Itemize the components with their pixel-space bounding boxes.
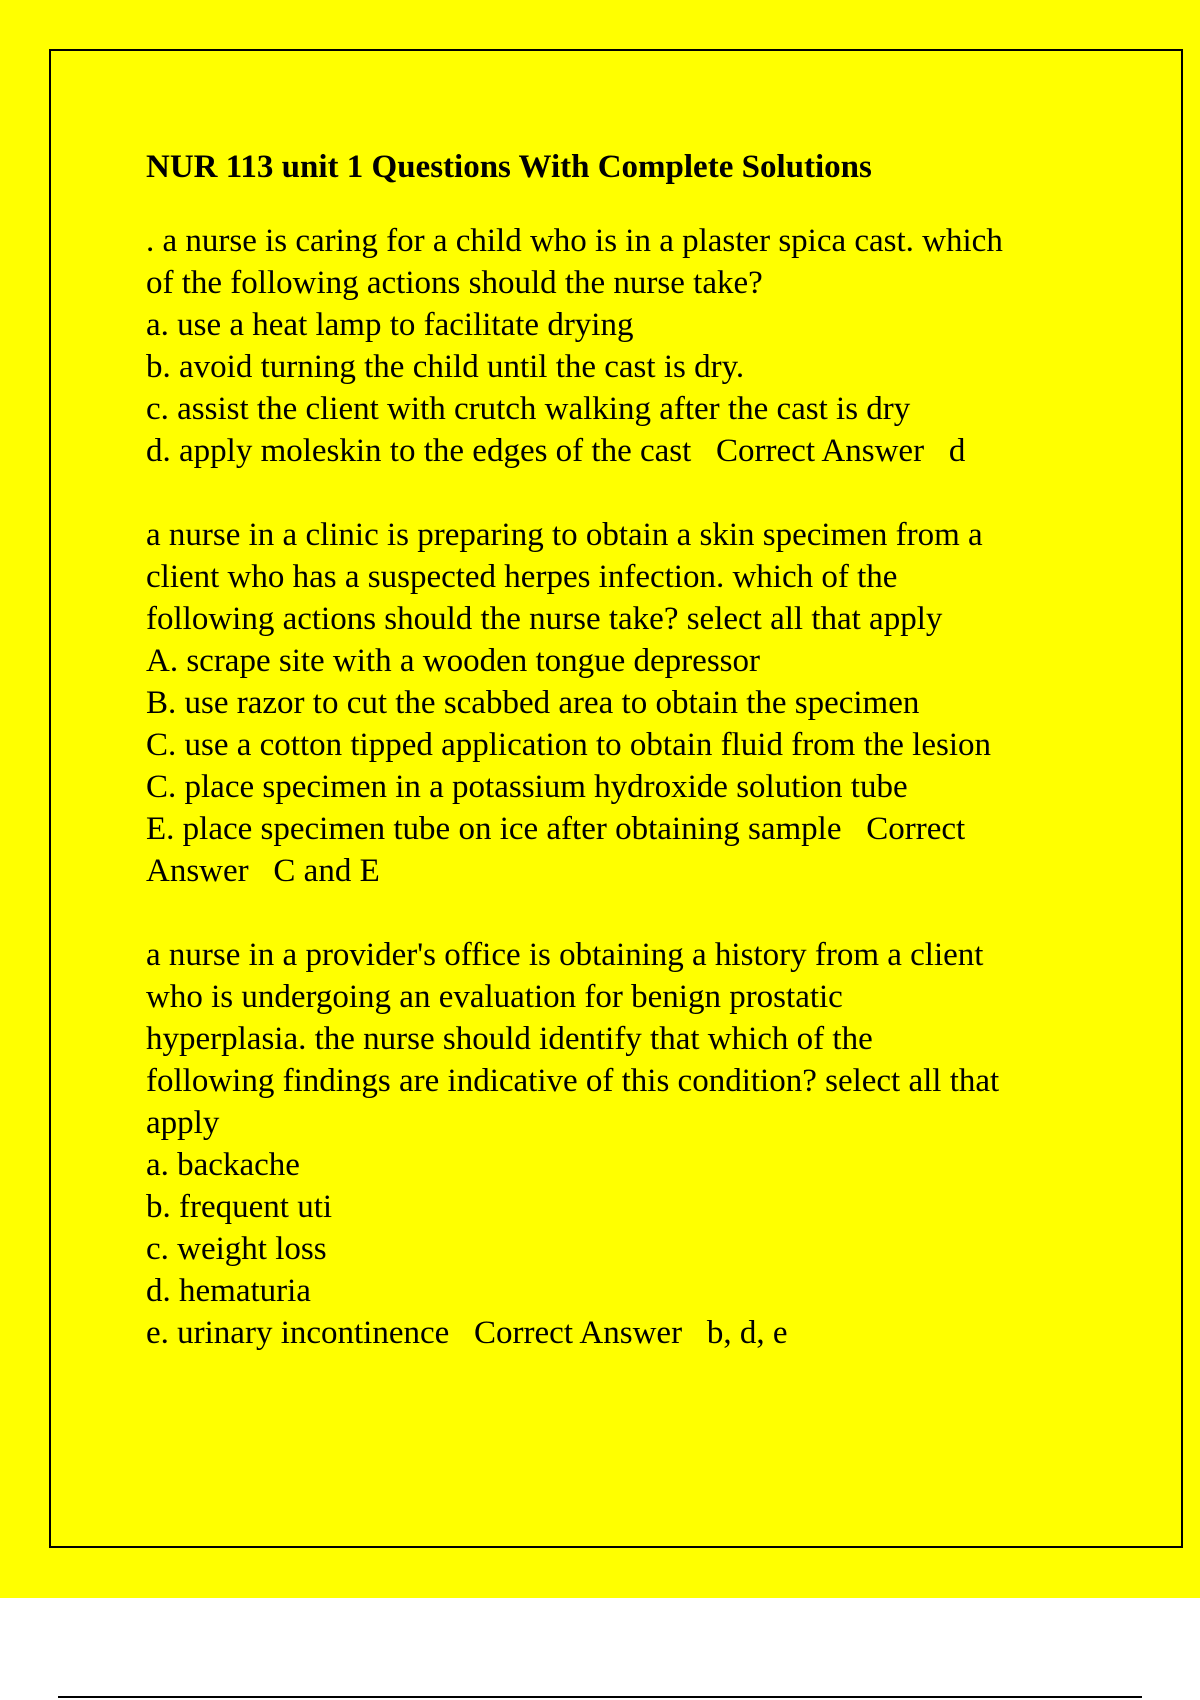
answer-option-with-answer — [146, 430, 1106, 472]
correct-answer-label: Correct Answer — [474, 1315, 683, 1351]
answer-option: a. backache — [146, 1147, 300, 1183]
question-stem-line: client who has a suspected herpes infection. which of the — [146, 559, 898, 595]
correct-answer-label-cont: Answer — [146, 853, 249, 889]
answer-option: c. assist the client with crutch walking after the cast is dry — [146, 391, 911, 427]
answer-option-with-answer — [146, 808, 1106, 850]
correct-answer-label: Correct — [866, 811, 966, 847]
answer-option: C. use a cotton tipped application to obtain fluid from the lesion — [146, 727, 991, 763]
answer-option: E. place specimen tube on ice after obtaining sample — [146, 811, 842, 847]
question-2 — [146, 514, 1106, 892]
question-stem-line: a nurse in a clinic is preparing to obtain a skin specimen from a — [146, 517, 983, 553]
answer-option: b. avoid turning the child until the cast is dry. — [146, 349, 745, 385]
question-stem-line: who is undergoing an evaluation for benign prostatic — [146, 979, 843, 1015]
footer-divider — [58, 1696, 1142, 1698]
correct-answer-value: C and E — [273, 853, 380, 889]
answer-option: e. urinary incontinence — [146, 1315, 450, 1351]
document-title: NUR 113 unit 1 Questions With Complete Solutions — [146, 149, 872, 185]
correct-answer-value: d — [948, 433, 966, 469]
answer-line — [146, 850, 1106, 892]
answer-option: b. frequent uti — [146, 1189, 333, 1225]
answer-option-with-answer — [146, 1312, 1106, 1354]
question-stem-line: a nurse in a provider's office is obtaining a history from a client — [146, 937, 984, 973]
answer-option: a. use a heat lamp to facilitate drying — [146, 307, 634, 343]
question-stem-line: hyperplasia. the nurse should identify that which of the — [146, 1021, 873, 1057]
question-stem-line: of the following actions should the nurse take? — [146, 265, 763, 301]
answer-option: c. weight loss — [146, 1231, 327, 1267]
document-content — [146, 140, 1106, 1396]
answer-option: d. apply moleskin to the edges of the cast — [146, 433, 692, 469]
answer-option: A. scrape site with a wooden tongue depressor — [146, 643, 760, 679]
correct-answer-value: b, d, e — [706, 1315, 788, 1351]
question-3 — [146, 934, 1106, 1354]
question-stem-line: apply — [146, 1105, 220, 1141]
question-stem-line: . a nurse is caring for a child who is in a plaster spica cast. which — [146, 223, 1003, 259]
question-stem-line: following findings are indicative of this condition? select all that — [146, 1063, 1000, 1099]
answer-option: C. place specimen in a potassium hydroxide solution tube — [146, 769, 908, 805]
answer-option: d. hematuria — [146, 1273, 311, 1309]
question-stem-line: following actions should the nurse take? select all that apply — [146, 601, 943, 637]
correct-answer-label: Correct Answer — [716, 433, 925, 469]
question-1 — [146, 220, 1106, 472]
answer-option: B. use razor to cut the scabbed area to obtain the specimen — [146, 685, 920, 721]
